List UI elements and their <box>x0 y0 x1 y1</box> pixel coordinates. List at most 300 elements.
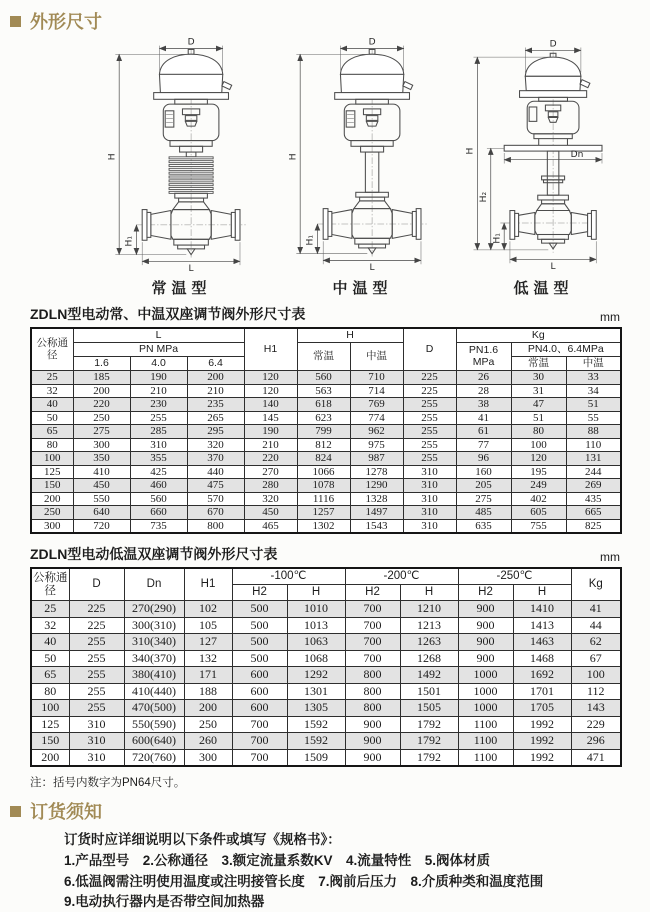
table-cell: 229 <box>571 716 621 733</box>
table-cell: 31 <box>511 384 566 398</box>
table-cell: 1792 <box>400 716 458 733</box>
table-cell: 255 <box>130 411 187 425</box>
table-cell: 465 <box>244 519 297 533</box>
table-cell: 1992 <box>513 749 571 766</box>
table-row <box>31 452 621 466</box>
table-cell: 425 <box>130 465 187 479</box>
table-cell: 200 <box>184 700 232 717</box>
table-cell: 171 <box>184 667 232 684</box>
table-cell: 250 <box>31 506 73 520</box>
table-cell: 200 <box>31 492 73 506</box>
table-cell: 127 <box>184 634 232 651</box>
col-h2-250: H2 <box>458 585 513 601</box>
table-row <box>31 384 621 398</box>
table-footnote: 注：括号内数字为PN64尺寸。 <box>30 777 186 789</box>
table-cell: 1213 <box>400 617 458 634</box>
table-cell: 255 <box>69 634 124 651</box>
table-cell: 275 <box>73 425 130 439</box>
table-cell: 1705 <box>513 700 571 717</box>
col-group-minus250: -250℃ <box>458 568 571 585</box>
table-cell: 255 <box>69 700 124 717</box>
table-cell: 1268 <box>400 650 458 667</box>
table-cell: 26 <box>456 371 511 385</box>
table2-body <box>31 601 621 767</box>
table-cell: 255 <box>69 650 124 667</box>
table-cell: 618 <box>297 398 350 412</box>
table-cell: 1210 <box>400 601 458 618</box>
table-cell: 355 <box>130 452 187 466</box>
table-cell: 471 <box>571 749 621 766</box>
section-header-dimensions <box>10 8 650 34</box>
table-cell: 33 <box>566 371 621 385</box>
table1-header-row <box>30 304 620 324</box>
table-cell: 800 <box>345 667 400 684</box>
table-cell: 205 <box>456 479 511 493</box>
table-cell: 270 <box>244 465 297 479</box>
table-cell: 1066 <box>297 465 350 479</box>
table-cell: 350 <box>73 452 130 466</box>
section-title: 订货须知 <box>30 802 102 822</box>
table-cell: 665 <box>566 506 621 520</box>
table-cell: 62 <box>571 634 621 651</box>
col-d: D <box>69 568 124 601</box>
table-cell: 235 <box>187 398 244 412</box>
table-cell: 195 <box>511 465 566 479</box>
dim-label-d: D <box>549 39 557 50</box>
table-cell: 402 <box>511 492 566 506</box>
col-h2-200: H2 <box>345 585 400 601</box>
table-cell: 300 <box>184 749 232 766</box>
table-cell: 80 <box>31 438 73 452</box>
table-cell: 50 <box>31 411 73 425</box>
table-cell: 100 <box>511 438 566 452</box>
table-cell: 40 <box>31 398 73 412</box>
table-row <box>31 398 621 412</box>
table-cell: 188 <box>184 683 232 700</box>
col-nominal-diameter: 公称通径 <box>31 568 69 601</box>
table-cell: 563 <box>297 384 350 398</box>
table-cell: 774 <box>350 411 403 425</box>
table-cell: 500 <box>232 634 287 651</box>
table-cell: 1100 <box>458 749 513 766</box>
table-cell: 255 <box>403 411 456 425</box>
col-h-normal: 常温 <box>297 343 350 371</box>
table-header-row <box>31 568 621 585</box>
table-cell: 700 <box>345 617 400 634</box>
dimension-table-low <box>30 567 622 767</box>
table-cell: 80 <box>511 425 566 439</box>
table-cell: 210 <box>130 384 187 398</box>
table-cell: 47 <box>511 398 566 412</box>
col-group-kg: Kg <box>456 328 621 343</box>
table-cell: 40 <box>31 634 69 651</box>
table-cell: 285 <box>130 425 187 439</box>
col-kg-pn4064: PN4.0、6.4MPa <box>511 343 621 357</box>
table1-title: ZDLN型电动常、中温双座调节阀外形尺寸表 <box>30 306 306 322</box>
table-cell: 824 <box>297 452 350 466</box>
table-cell: 1078 <box>297 479 350 493</box>
table-cell: 300(310) <box>124 617 184 634</box>
col-group-minus100: -100℃ <box>232 568 345 585</box>
table-header-row <box>31 328 621 343</box>
table-cell: 812 <box>297 438 350 452</box>
table-cell: 310 <box>130 438 187 452</box>
ordering-line: 9.电动执行器内是否带空间加热器 <box>64 893 265 909</box>
table-cell: 185 <box>73 371 130 385</box>
table-cell: 710 <box>350 371 403 385</box>
col-pn16: 1.6 <box>73 357 130 371</box>
table-cell: 77 <box>456 438 511 452</box>
dim-label-d: D <box>368 37 376 48</box>
table-cell: 460 <box>130 479 187 493</box>
table-cell: 270(290) <box>124 601 184 618</box>
table-cell: 800 <box>187 519 244 533</box>
table-cell: 50 <box>31 650 69 667</box>
square-bullet-icon <box>10 806 21 817</box>
col-kg-pn16-line2: MPa <box>472 355 495 368</box>
table-cell: 296 <box>571 733 621 750</box>
valve-caption-low: 低温型 <box>513 280 574 297</box>
table-cell: 110 <box>566 438 621 452</box>
valve-figure-medium <box>281 34 444 298</box>
table-cell: 1000 <box>458 667 513 684</box>
table-cell: 600 <box>232 667 287 684</box>
table2-title: ZDLN型电动低温双座调节阀外形尺寸表 <box>30 546 278 562</box>
table-cell: 310 <box>69 716 124 733</box>
table-row <box>31 683 621 700</box>
table-cell: 132 <box>184 650 232 667</box>
table-cell: 88 <box>566 425 621 439</box>
table-cell: 65 <box>31 425 73 439</box>
table-cell: 300 <box>73 438 130 452</box>
table-cell: 1492 <box>400 667 458 684</box>
table-cell: 100 <box>31 452 73 466</box>
table-cell: 660 <box>130 506 187 520</box>
table-row <box>31 749 621 766</box>
actuator <box>154 49 232 99</box>
section-title: 外形尺寸 <box>30 12 102 32</box>
table-cell: 560 <box>130 492 187 506</box>
dim-label-h: H <box>107 153 118 161</box>
table-cell: 100 <box>31 700 69 717</box>
table-cell: 735 <box>130 519 187 533</box>
col-kg-medium: 中温 <box>566 357 621 371</box>
table-row <box>31 617 621 634</box>
table-cell: 623 <box>297 411 350 425</box>
valve-figure-normal <box>100 34 263 298</box>
table-cell: 799 <box>297 425 350 439</box>
table-cell: 987 <box>350 452 403 466</box>
table-cell: 370 <box>187 452 244 466</box>
table-cell: 1992 <box>513 716 571 733</box>
table-cell: 975 <box>350 438 403 452</box>
table-cell: 28 <box>456 384 511 398</box>
col-group-minus200: -200℃ <box>345 568 458 585</box>
table-cell: 102 <box>184 601 232 618</box>
table-cell: 112 <box>571 683 621 700</box>
table-cell: 105 <box>184 617 232 634</box>
table-row <box>31 425 621 439</box>
table-cell: 435 <box>566 492 621 506</box>
col-pn64: 6.4 <box>187 357 244 371</box>
table-cell: 600 <box>232 683 287 700</box>
table-cell: 131 <box>566 452 621 466</box>
valve-diagrams <box>0 34 650 298</box>
table-cell: 600 <box>232 700 287 717</box>
table-cell: 900 <box>345 716 400 733</box>
table-cell: 1543 <box>350 519 403 533</box>
table-cell: 32 <box>31 617 69 634</box>
table-cell: 700 <box>232 716 287 733</box>
table-row <box>31 438 621 452</box>
table-cell: 225 <box>69 601 124 618</box>
table-cell: 825 <box>566 519 621 533</box>
table-cell: 275 <box>456 492 511 506</box>
table-cell: 320 <box>244 492 297 506</box>
table-cell: 755 <box>511 519 566 533</box>
table-cell: 1290 <box>350 479 403 493</box>
table-cell: 1328 <box>350 492 403 506</box>
table-cell: 210 <box>244 438 297 452</box>
table-cell: 700 <box>232 749 287 766</box>
dim-label-h1: H₁ <box>305 235 316 246</box>
table-cell: 225 <box>403 384 456 398</box>
table-cell: 1010 <box>287 601 345 618</box>
table-cell: 769 <box>350 398 403 412</box>
valve-caption-normal: 常温型 <box>151 280 212 297</box>
col-kg-pn16 <box>456 343 511 371</box>
valve-drawing-medium <box>281 34 444 272</box>
table-cell: 225 <box>69 617 124 634</box>
col-h-medium: 中温 <box>350 343 403 371</box>
table-cell: 310 <box>69 749 124 766</box>
table-cell: 190 <box>130 371 187 385</box>
dim-label-h: H <box>465 147 476 155</box>
table-cell: 1497 <box>350 506 403 520</box>
table-cell: 25 <box>31 371 73 385</box>
table-cell: 1000 <box>458 700 513 717</box>
dim-label-l: L <box>550 262 556 272</box>
table-cell: 962 <box>350 425 403 439</box>
table-cell: 225 <box>403 371 456 385</box>
table-row <box>31 411 621 425</box>
table-row <box>31 465 621 479</box>
col-group-L: L <box>73 328 244 343</box>
table-cell: 800 <box>345 700 400 717</box>
table-cell: 1701 <box>513 683 571 700</box>
table-cell: 475 <box>187 479 244 493</box>
table-cell: 210 <box>187 384 244 398</box>
table-cell: 32 <box>31 384 73 398</box>
table-cell: 150 <box>31 479 73 493</box>
table-cell: 1509 <box>287 749 345 766</box>
table-cell: 310 <box>403 519 456 533</box>
table-cell: 485 <box>456 506 511 520</box>
table-cell: 1068 <box>287 650 345 667</box>
col-pn-mpa: PN MPa <box>73 343 244 357</box>
table-cell: 1592 <box>287 733 345 750</box>
table-cell: 900 <box>458 601 513 618</box>
table-cell: 470(500) <box>124 700 184 717</box>
col-dn: Dn <box>124 568 184 601</box>
table-cell: 714 <box>350 384 403 398</box>
col-pn40: 4.0 <box>130 357 187 371</box>
col-h2-100: H2 <box>232 585 287 601</box>
table-cell: 310 <box>403 506 456 520</box>
table-cell: 51 <box>566 398 621 412</box>
table-cell: 120 <box>244 371 297 385</box>
col-d: D <box>403 328 456 371</box>
table-cell: 1301 <box>287 683 345 700</box>
table-cell: 1263 <box>400 634 458 651</box>
table-cell: 700 <box>345 634 400 651</box>
table-cell: 255 <box>403 398 456 412</box>
table2-unit: mm <box>600 550 620 564</box>
table-cell: 605 <box>511 506 566 520</box>
table-cell: 200 <box>31 749 69 766</box>
table-row <box>31 716 621 733</box>
table-row <box>31 733 621 750</box>
table-cell: 250 <box>73 411 130 425</box>
table-cell: 1292 <box>287 667 345 684</box>
table-cell: 500 <box>232 601 287 618</box>
table-cell: 249 <box>511 479 566 493</box>
col-nominal-diameter: 公称通径 <box>31 328 73 371</box>
table-cell: 230 <box>130 398 187 412</box>
table-cell: 900 <box>345 749 400 766</box>
table-cell: 1505 <box>400 700 458 717</box>
table-cell: 1305 <box>287 700 345 717</box>
table-cell: 41 <box>571 601 621 618</box>
table-cell: 200 <box>187 371 244 385</box>
table-cell: 120 <box>511 452 566 466</box>
table-cell: 1257 <box>297 506 350 520</box>
table-cell: 1278 <box>350 465 403 479</box>
dim-label-h2: H₂ <box>478 191 489 203</box>
table-cell: 1792 <box>400 733 458 750</box>
dimension-h1 <box>306 224 318 254</box>
table-cell: 125 <box>31 465 73 479</box>
table-cell: 800 <box>345 683 400 700</box>
table-cell: 295 <box>187 425 244 439</box>
table-cell: 550(590) <box>124 716 184 733</box>
table-cell: 1000 <box>458 683 513 700</box>
valve-figure-low <box>462 34 625 298</box>
table-cell: 265 <box>187 411 244 425</box>
table-cell: 310(340) <box>124 634 184 651</box>
table-cell: 500 <box>232 650 287 667</box>
dimension-h1 <box>125 225 137 255</box>
table-cell: 1116 <box>297 492 350 506</box>
table-cell: 1592 <box>287 716 345 733</box>
table-cell: 34 <box>566 384 621 398</box>
table-header-row <box>31 343 621 357</box>
table-cell: 44 <box>571 617 621 634</box>
table-cell: 96 <box>456 452 511 466</box>
table-cell: 310 <box>403 479 456 493</box>
table-row <box>31 492 621 506</box>
table-cell: 380(410) <box>124 667 184 684</box>
valve-drawing-low <box>462 34 625 272</box>
ordering-line: 6.低温阀需注明使用温度或注明接管长度 7.阀前后压力 8.介质种类和温度范围 <box>64 873 544 889</box>
table-cell: 80 <box>31 683 69 700</box>
table-cell: 670 <box>187 506 244 520</box>
table-cell: 1792 <box>400 749 458 766</box>
table-cell: 41 <box>456 411 511 425</box>
table-cell: 220 <box>73 398 130 412</box>
ordering-line: 1.产品型号 2.公称通径 3.额定流量系数KV 4.流量特性 5.阀体材质 <box>64 853 491 869</box>
table-cell: 700 <box>345 650 400 667</box>
table-cell: 140 <box>244 398 297 412</box>
table-cell: 720 <box>73 519 130 533</box>
table-cell: 570 <box>187 492 244 506</box>
col-kg-pn16-line1: PN1.6 <box>468 343 499 356</box>
table-cell: 600(640) <box>124 733 184 750</box>
table-cell: 200 <box>73 384 130 398</box>
table-cell: 1992 <box>513 733 571 750</box>
table-cell: 320 <box>187 438 244 452</box>
table1-unit: mm <box>600 310 620 324</box>
table-cell: 1100 <box>458 733 513 750</box>
table-cell: 143 <box>571 700 621 717</box>
table-row <box>31 634 621 651</box>
table-cell: 269 <box>566 479 621 493</box>
table-row <box>31 519 621 533</box>
valve-caption-medium: 中温型 <box>332 280 393 297</box>
table-cell: 1501 <box>400 683 458 700</box>
table-cell: 51 <box>511 411 566 425</box>
table-cell: 1302 <box>297 519 350 533</box>
table-cell: 120 <box>244 384 297 398</box>
table-cell: 244 <box>566 465 621 479</box>
ordering-instructions <box>64 830 650 912</box>
table-cell: 640 <box>73 506 130 520</box>
col-kg: Kg <box>571 568 621 601</box>
dimension-h1 <box>492 223 510 250</box>
table-cell: 255 <box>403 452 456 466</box>
table-cell: 720(760) <box>124 749 184 766</box>
dim-label-h: H <box>288 153 299 161</box>
col-h-200: H <box>400 585 458 601</box>
table-cell: 500 <box>232 617 287 634</box>
dimension-table-normal-medium <box>30 327 622 534</box>
table-cell: 310 <box>403 465 456 479</box>
table-row <box>31 700 621 717</box>
table-cell: 1063 <box>287 634 345 651</box>
table2-header-row <box>30 544 620 564</box>
actuator <box>335 49 413 99</box>
table-cell: 145 <box>244 411 297 425</box>
table-cell: 900 <box>458 634 513 651</box>
table-cell: 450 <box>73 479 130 493</box>
col-kg-normal: 常温 <box>511 357 566 371</box>
table-cell: 410 <box>73 465 130 479</box>
table-cell: 255 <box>403 425 456 439</box>
table-cell: 310 <box>403 492 456 506</box>
table-row <box>31 371 621 385</box>
table-cell: 1463 <box>513 634 571 651</box>
table1-body <box>31 371 621 534</box>
table-cell: 450 <box>244 506 297 520</box>
dim-label-dn: Dn <box>570 149 584 160</box>
table-cell: 900 <box>458 617 513 634</box>
table-cell: 900 <box>458 650 513 667</box>
table-row <box>31 479 621 493</box>
table-cell: 560 <box>297 371 350 385</box>
section-header-ordering <box>10 798 650 824</box>
table-cell: 250 <box>184 716 232 733</box>
dim-label-h1: H₁ <box>492 233 503 244</box>
